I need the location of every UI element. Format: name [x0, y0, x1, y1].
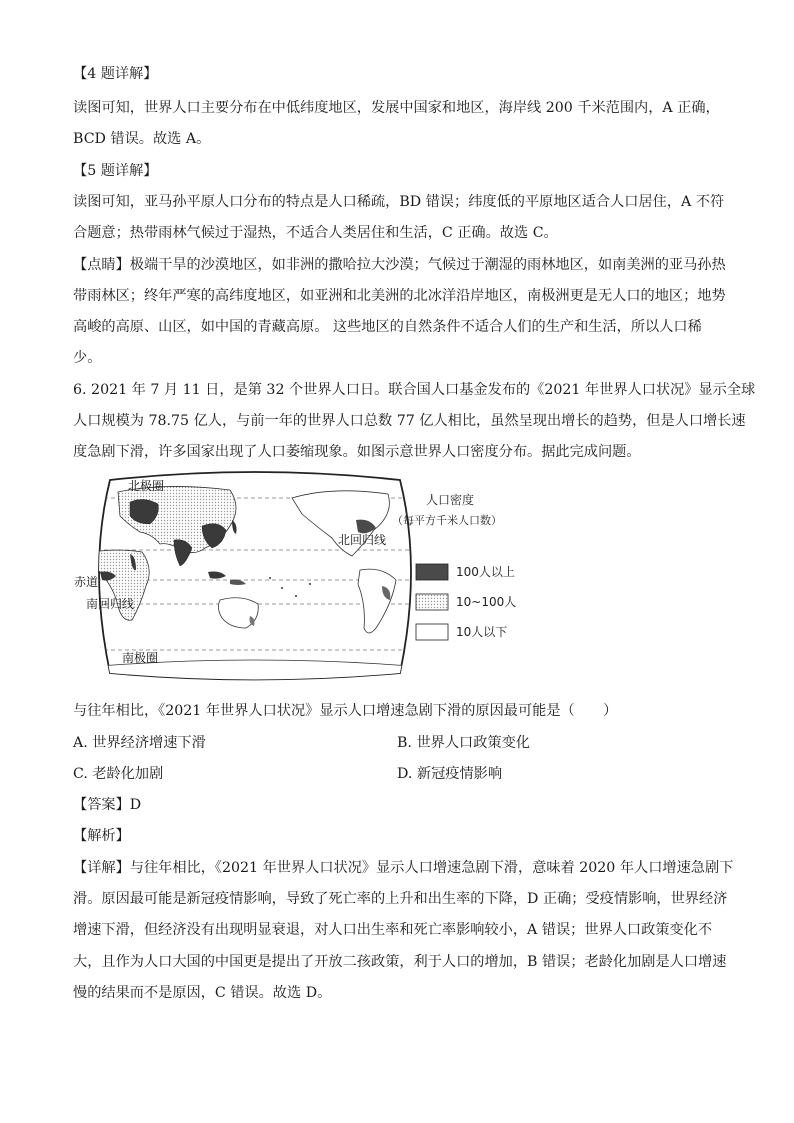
tip-line-2: 带雨林区；终年严寒的高纬度地区，如亚洲和北美洲的北冰洋沿岸地区，南极洲更是无人口的地区；地势: [73, 288, 726, 304]
legend-subtitle: （每平方千米人口数）: [392, 514, 502, 527]
q6-stem-2: 人口规模为 78.75 亿人，与前一年的世界人口总数 77 亿人相比，虽然呈现出增长的趋势，但是人口增长速: [73, 413, 746, 429]
legend-title: 人口密度: [426, 493, 475, 507]
option-b: B. 世界人口政策变化: [397, 735, 530, 751]
q5-line-2: 合题意；热带雨林气候过于湿热，不适合人类居住和生活，C 正确。故选 C。: [73, 225, 558, 241]
analysis-line-5: 慢的结果而不是原因，C 错误。故选 D。: [73, 985, 332, 1001]
tip-line-1: 【点睛】极端干旱的沙漠地区，如非洲的撒哈拉大沙漠；气候过于潮湿的雨林地区，如南美洲的亚马孙热: [73, 257, 726, 273]
label-arctic-circle: 北极圈: [128, 479, 165, 493]
legend-swatch-high: [416, 564, 448, 580]
analysis-label: 【解析】: [73, 828, 130, 844]
label-equator: 赤道: [74, 575, 99, 589]
label-tropic-capricorn: 南回归线: [86, 597, 135, 611]
legend-mid-label: 10~100人: [456, 595, 517, 609]
analysis-line-1: 【详解】与往年相比，《2021 年世界人口状况》显示人口增速急剧下滑，意味着 2020 年人口增速急剧下: [73, 860, 734, 876]
tip-line-3: 高峻的高原、山区，如中国的青藏高原。 这些地区的自然条件不适合人们的生产和生活，所以人口稀: [73, 319, 702, 335]
option-c: C. 老龄化加剧: [73, 766, 164, 782]
legend-high-label: 100人以上: [456, 565, 515, 579]
europe-dense-area: [130, 499, 158, 524]
q4-line-1: 读图可知，世界人口主要分布在中低纬度地区，发展中国家和地区，海岸线 200 千米范围内，A 正确，: [73, 100, 720, 116]
q5-heading: 【5 题详解】: [73, 163, 158, 179]
label-antarctic-circle: 南极圈: [122, 651, 159, 665]
analysis-line-2: 滑。原因最可能是新冠疫情影响，导致了死亡率的上升和出生率的下降，D 正确；受疫情影响，世界经济: [73, 891, 728, 907]
q6-stem-3: 度急剧下滑，许多国家出现了人口萎缩现象。如图示意世界人口密度分布。据此完成问题。: [73, 444, 641, 460]
analysis-line-4: 大，且作为人口大国的中国更是提出了开放二孩政策，利于人口的增加，B 错误；老龄化加剧是人口增速: [73, 954, 727, 970]
legend-swatch-mid: [416, 594, 448, 610]
option-d: D. 新冠疫情影响: [397, 766, 503, 782]
q5-line-1: 读图可知，亚马孙平原人口分布的特点是人口稀疏，BD 错误；纬度低的平原地区适合人口居住，A 不符: [73, 194, 725, 210]
q6-question: 与往年相比，《2021 年世界人口状况》显示人口增速急剧下滑的原因最可能是（ ）: [73, 703, 618, 719]
q4-heading: 【4 题详解】: [73, 66, 158, 82]
option-a: A. 世界经济增速下滑: [73, 735, 206, 751]
legend-swatch-low: [416, 624, 448, 640]
population-density-map: [70, 468, 540, 683]
answer-line: 【答案】D: [73, 797, 142, 813]
q6-stem-1: 6. 2021 年 7 月 11 日，是第 32 个世界人口日。联合国人口基金发布的《2021 年世界人口状况》显示全球: [73, 382, 756, 398]
q4-line-2: BCD 错误。故选 A。: [73, 131, 211, 147]
tip-line-4: 少。: [73, 350, 102, 366]
analysis-line-3: 增速下滑，但经济没有出现明显衰退，对人口出生率和死亡率影响较小，A 错误；世界人口政策变化不: [73, 922, 713, 938]
legend-low-label: 10人以下: [456, 625, 508, 639]
label-tropic-cancer: 北回归线: [338, 533, 387, 547]
